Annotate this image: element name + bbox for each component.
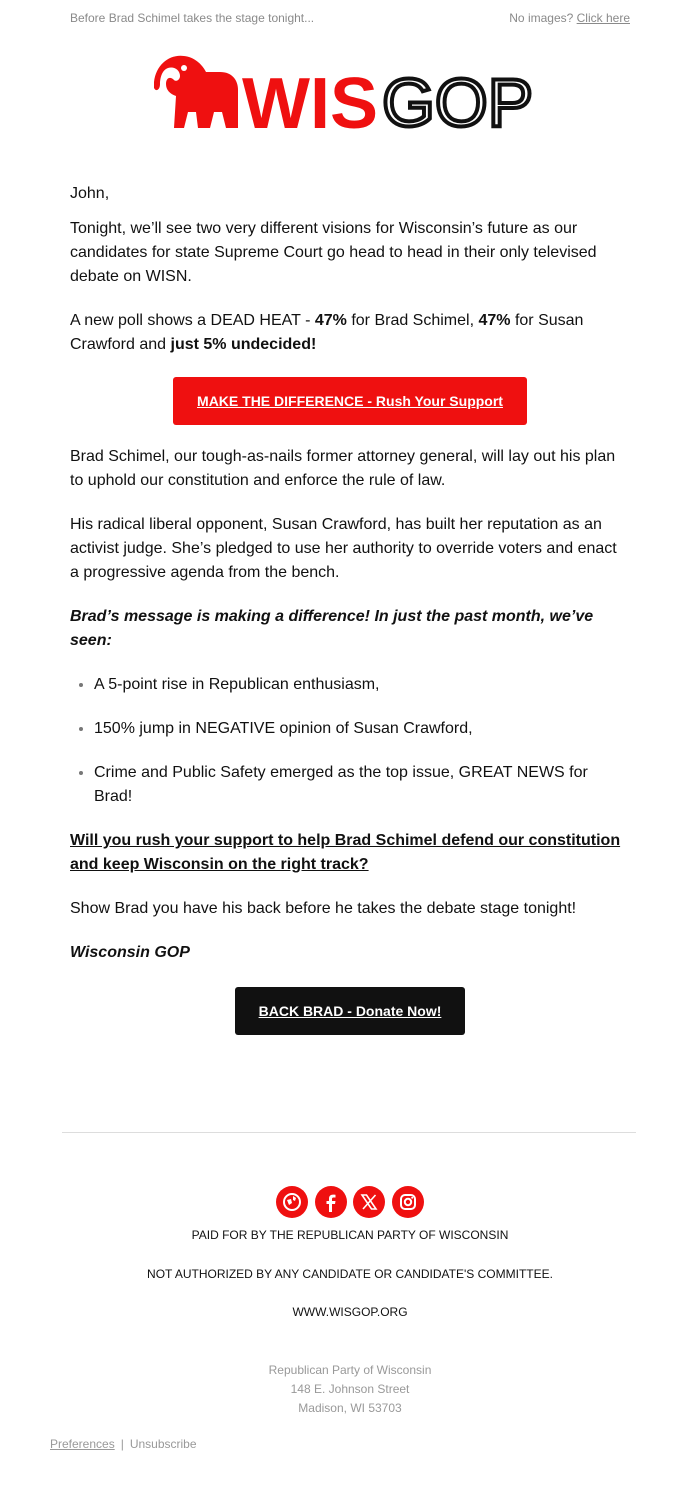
list-item: • A 5-point rise in Republican enthusiasm, xyxy=(94,673,630,697)
paragraph-message: Brad’s message is making a difference! In just the past month, we’ve seen: xyxy=(70,608,594,649)
social-icons xyxy=(0,1186,700,1218)
donate-now-button[interactable]: BACK BRAD - Donate Now! xyxy=(235,987,465,1035)
not-authorized-disclaimer: NOT AUTHORIZED BY ANY CANDIDATE OR CANDIDATE'S COMMITTEE. xyxy=(147,1267,553,1281)
poll-schimel-pct: 47% xyxy=(314,312,347,329)
logo-graphic xyxy=(150,50,550,132)
facebook-icon[interactable] xyxy=(315,1186,347,1218)
email-body xyxy=(70,182,630,1035)
paid-for-disclaimer: PAID FOR BY THE REPUBLICAN PARTY OF WISCONSIN xyxy=(191,1228,509,1242)
paragraph-poll xyxy=(70,309,630,357)
signature: Wisconsin GOP xyxy=(70,944,190,961)
wisgop-logo[interactable] xyxy=(150,50,550,132)
support-ask-link[interactable]: Will you rush your support to help Brad Schimel defend our constitution and keep Wisconsin on the right track? xyxy=(70,832,621,873)
footer-divider xyxy=(62,1132,636,1133)
unsubscribe-link[interactable]: Unsubscribe xyxy=(129,1437,197,1451)
logo-text-red: WIS xyxy=(242,64,378,132)
instagram-icon[interactable] xyxy=(392,1186,424,1218)
elephant-icon xyxy=(154,56,238,128)
list-item: • Crime and Public Safety emerged as the top issue, GREAT NEWS for Brad! xyxy=(94,761,630,809)
address-city: Madison, WI 53703 xyxy=(298,1401,402,1415)
globe-icon[interactable] xyxy=(276,1186,308,1218)
list-item: • 150% jump in NEGATIVE opinion of Susan Crawford, xyxy=(94,717,630,741)
paragraph-intro: Tonight, we’ll see two very different visions for Wisconsin’s future as our candidates for state Supreme Court go head to head in their only televised debate on WISN. xyxy=(70,220,597,285)
poll-text-e: for Susan Crawford and xyxy=(70,312,584,353)
preferences-link[interactable]: Preferences xyxy=(50,1437,115,1451)
mailing-address xyxy=(0,1361,700,1418)
address-org: Republican Party of Wisconsin xyxy=(268,1363,432,1377)
greeting: John, xyxy=(70,185,110,202)
preheader-text: Before Brad Schimel takes the stage tonight... xyxy=(70,11,315,25)
make-difference-button[interactable]: MAKE THE DIFFERENCE - Rush Your Support xyxy=(173,377,527,425)
stats-list xyxy=(70,673,630,809)
address-street: 148 E. Johnson Street xyxy=(290,1382,410,1396)
poll-text-c: for Brad Schimel, xyxy=(346,312,479,329)
poll-undecided: just 5% undecided! xyxy=(170,336,317,353)
poll-crawford-pct: 47% xyxy=(478,312,511,329)
paragraph-show-brad: Show Brad you have his back before he takes the debate stage tonight! xyxy=(70,900,577,917)
x-icon[interactable] xyxy=(353,1186,385,1218)
paragraph-schimel: Brad Schimel, our tough-as-nails former attorney general, will lay out his plan to uphold our constitution and enforce the rule of law. xyxy=(70,448,616,489)
footer-links xyxy=(50,1437,197,1451)
click-here-link[interactable]: Click here xyxy=(576,11,630,25)
no-images-notice xyxy=(509,11,630,25)
paragraph-crawford: His radical liberal opponent, Susan Crawford, has built her reputation as an activist judge. She’s pledged to use her authority to override voters and enact a progressive agenda from the bench. xyxy=(70,516,617,581)
poll-text-a: A new poll shows a DEAD HEAT - xyxy=(70,312,315,329)
link-separator: | xyxy=(120,1437,124,1451)
no-images-label: No images? xyxy=(509,11,574,25)
logo-text-outline: GOP xyxy=(382,65,534,132)
website-link[interactable]: WWW.WISGOP.ORG xyxy=(292,1305,408,1319)
